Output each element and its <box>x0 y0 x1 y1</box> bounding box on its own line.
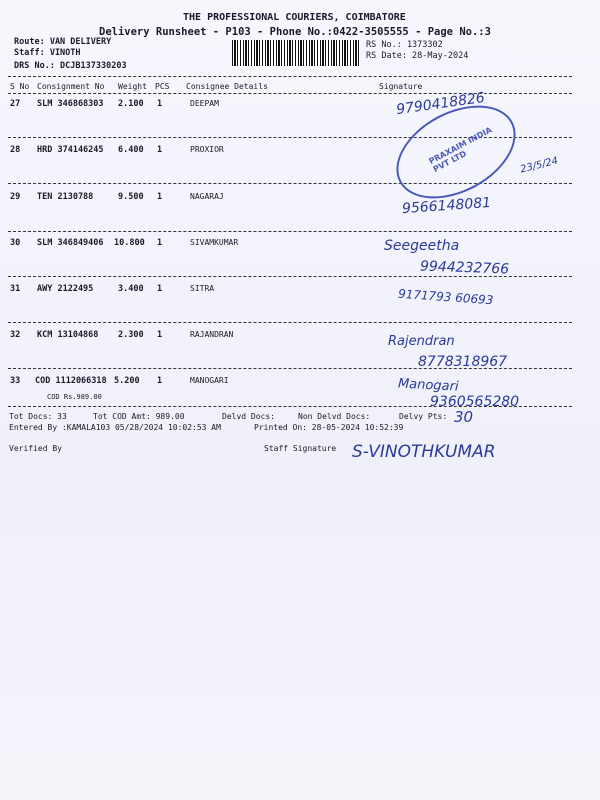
row-consignee: DEEPAM <box>190 99 219 108</box>
row-sno: 29 <box>10 192 21 202</box>
row-consignment: SLM 346849406 <box>37 238 104 248</box>
row-weight: 5.200 <box>114 376 140 386</box>
row-consignment: AWY 2122495 <box>37 284 94 294</box>
row-sno: 28 <box>10 145 21 155</box>
row-weight: 3.400 <box>118 284 144 294</box>
signature-row-32-phone: 8778318967 <box>418 354 508 370</box>
entered-by: Entered By :KAMALA103 05/28/2024 10:02:53 AM <box>9 423 221 432</box>
row-consignment: COD 1112066318 <box>35 376 107 386</box>
signature-row-27: 9790418826 <box>395 89 486 119</box>
staff-signature: S-VINOTHKUMAR <box>352 442 496 462</box>
row-sno: 30 <box>10 238 21 248</box>
row-weight: 2.300 <box>118 330 144 340</box>
col-weight: Weight <box>118 82 147 91</box>
row-weight: 2.100 <box>118 99 144 109</box>
row-pcs: 1 <box>157 238 163 248</box>
row-weight: 6.400 <box>118 145 144 155</box>
tot-cod-amt: Tot COD Amt: 989.00 <box>93 412 185 421</box>
route: Route: VAN DELIVERY <box>14 37 112 47</box>
col-consignee: Consignee Details <box>186 82 268 91</box>
col-sno: S No <box>10 82 30 91</box>
row-weight: 10.800 <box>114 238 145 248</box>
row-pcs: 1 <box>157 192 163 202</box>
row-pcs: 1 <box>157 99 163 109</box>
row-cod: COD Rs.989.00 <box>47 393 102 401</box>
row-consignee: NAGARAJ <box>190 192 224 201</box>
stamp-text: PRAXAIM INDIA PVT LTD <box>427 125 494 174</box>
signature-row-29: 9566148081 <box>401 194 492 218</box>
rs-number: RS No.: 1373302 <box>366 40 443 50</box>
row-sno: 27 <box>10 99 21 109</box>
rs-date: RS Date: 28-May-2024 <box>366 51 469 61</box>
signature-row-30-name: Seegeetha <box>384 238 460 254</box>
company-title: THE PROFESSIONAL COURIERS, COIMBATORE <box>183 12 406 23</box>
signature-row-28: 23/5/24 <box>519 155 560 176</box>
delvy-pts-handwritten: 30 <box>454 408 474 426</box>
row-consignee: MANOGARI <box>190 376 229 385</box>
row-consignee: SITRA <box>190 284 215 293</box>
row-pcs: 1 <box>157 284 163 294</box>
staff: Staff: VINOTH <box>14 48 81 58</box>
row-consignee: RAJANDRAN <box>190 330 234 339</box>
row-weight: 9.500 <box>118 192 144 202</box>
col-signature: Signature <box>379 82 423 91</box>
delvy-pts: Delvy Pts: <box>399 412 448 421</box>
row-pcs: 1 <box>157 376 163 386</box>
signature-row-30-phone: 9944232766 <box>419 258 510 278</box>
row-consignment: HRD 374146245 <box>37 145 104 155</box>
signature-row-33-name: Manogari <box>397 376 459 395</box>
row-consignment: TEN 2130788 <box>37 192 94 202</box>
divider <box>8 93 572 94</box>
verified-by: Verified By <box>9 444 62 453</box>
divider <box>8 231 572 232</box>
row-consignment: SLM 346868303 <box>37 99 104 109</box>
col-consignment: Consignment No <box>37 82 105 91</box>
row-consignee: SIVAMKUMAR <box>190 238 239 247</box>
row-consignee: PROXIOR <box>190 145 224 154</box>
tot-docs: Tot Docs: 33 <box>9 412 67 421</box>
delvd-docs: Delvd Docs: <box>222 412 275 421</box>
row-pcs: 1 <box>157 145 163 155</box>
row-sno: 33 <box>10 376 21 386</box>
barcode <box>232 40 360 66</box>
non-delvd-docs: Non Delvd Docs: <box>298 412 371 421</box>
row-sno: 31 <box>10 284 21 294</box>
printed-on: Printed On: 28-05-2024 10:52:39 <box>254 423 404 432</box>
col-pcs: PCS <box>155 82 170 91</box>
row-consignment: KCM 13104868 <box>37 330 99 340</box>
runsheet-title: Delivery Runsheet - P103 - Phone No.:0422-3505555 - Page No.:3 <box>99 26 491 38</box>
divider <box>8 183 572 184</box>
signature-row-32-name: Rajendran <box>388 334 455 349</box>
divider <box>8 76 572 77</box>
row-sno: 32 <box>10 330 21 340</box>
row-pcs: 1 <box>157 330 163 340</box>
signature-row-31: 9171793 60693 <box>397 286 494 308</box>
divider <box>8 322 572 323</box>
signature-row-33-phone: 9360565280 <box>430 394 520 410</box>
staff-signature-label: Staff Signature <box>264 444 337 453</box>
drs-number: DRS No.: DCJB137330203 <box>14 61 127 71</box>
